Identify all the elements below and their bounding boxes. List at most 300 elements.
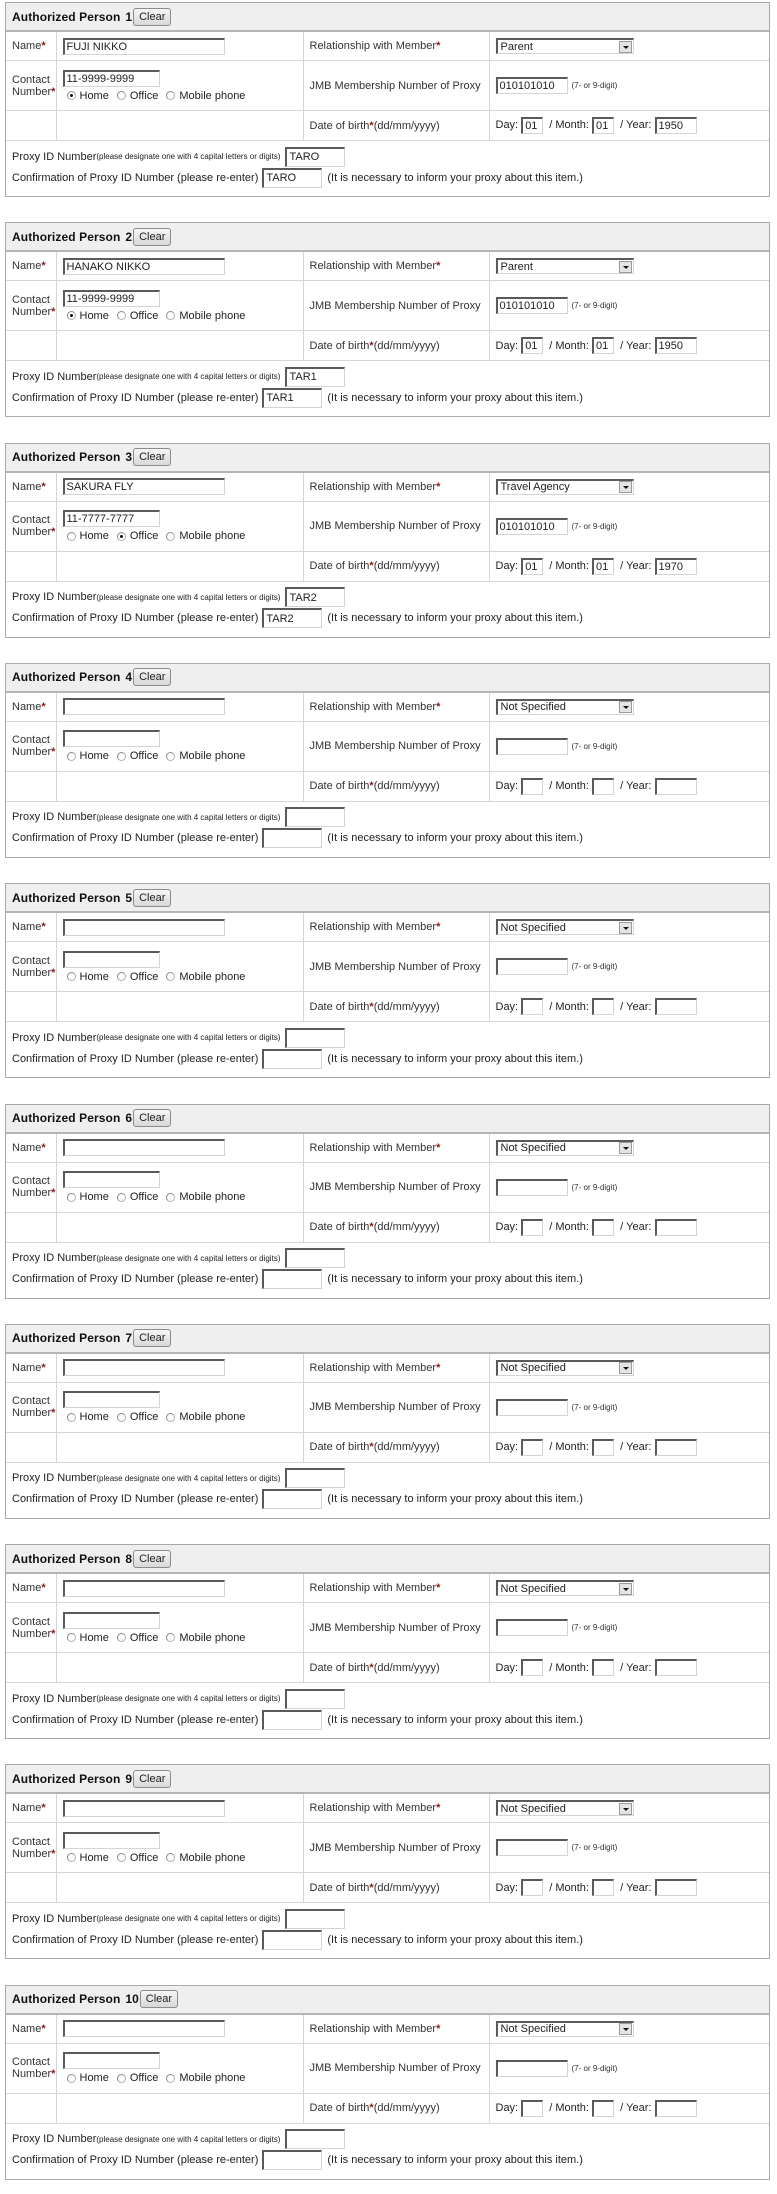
radio-office[interactable]: Office (117, 750, 159, 762)
year-input[interactable] (655, 1659, 697, 1676)
relationship-label: Relationship with Member* (303, 473, 489, 502)
radio-home[interactable]: Home (67, 750, 109, 762)
dob-fields (496, 119, 697, 131)
jmb-number-input[interactable] (496, 958, 568, 975)
proxy-id-label: Proxy ID Number (12, 1472, 97, 1485)
radio-button-icon[interactable] (117, 2074, 126, 2083)
radio-button-icon[interactable] (166, 752, 175, 761)
empty-cell (56, 2093, 303, 2123)
contact-number-input[interactable] (63, 951, 160, 968)
proxy-id-confirm-input[interactable] (262, 1710, 322, 1730)
proxy-id-confirm-label: Confirmation of Proxy ID Number (please re-enter) (12, 832, 259, 845)
day-input[interactable] (521, 337, 543, 354)
required-mark: * (51, 305, 56, 318)
month-input[interactable] (592, 778, 614, 795)
month-input[interactable] (592, 117, 614, 134)
required-mark: * (369, 1881, 374, 1894)
month-label: Month: (555, 1220, 589, 1233)
contact-number-input[interactable] (63, 1832, 160, 1849)
relationship-select[interactable] (496, 258, 634, 274)
radio-button-icon[interactable] (166, 311, 175, 320)
date-separator: / (549, 339, 553, 352)
proxy-id-note: (It is necessary to inform your proxy about this item.) (327, 1273, 583, 1285)
date-separator: / (620, 1661, 624, 1674)
contact-number-label: Contact Number* (6, 501, 56, 551)
radio-button-icon[interactable] (117, 1413, 126, 1422)
required-mark: * (41, 480, 46, 493)
jmb-number-input[interactable] (496, 1839, 568, 1856)
proxy-id-confirm-input[interactable] (262, 168, 322, 188)
year-input[interactable] (655, 1219, 697, 1236)
section-header (6, 1325, 769, 1354)
radio-home[interactable]: Home (67, 530, 109, 542)
year-input[interactable] (655, 337, 697, 354)
day-label: Day: (495, 560, 519, 572)
date-separator: / (620, 1220, 624, 1233)
jmb-hint: (7- or 9-digit) (571, 521, 618, 531)
year-input[interactable] (655, 558, 697, 575)
relationship-select[interactable] (496, 1800, 634, 1816)
dob-label: Date of birth*(dd/mm/yyyy) (303, 111, 489, 141)
year-input[interactable] (655, 1879, 697, 1896)
proxy-id-confirm-label: Confirmation of Proxy ID Number (please re-enter) (12, 1933, 259, 1946)
jmb-number-input[interactable] (496, 1399, 568, 1416)
proxy-id-confirm-input[interactable] (262, 1049, 322, 1069)
required-mark: * (436, 1141, 441, 1154)
jmb-hint: (7- or 9-digit) (571, 1402, 618, 1412)
month-label: Month: (555, 339, 589, 352)
day-input[interactable] (521, 117, 543, 134)
relationship-select[interactable] (496, 38, 634, 54)
person-form-grid (6, 32, 769, 141)
radio-button-icon[interactable] (166, 972, 175, 981)
chevron-down-icon[interactable] (619, 1362, 632, 1374)
section-header (6, 3, 769, 32)
jmb-number-input[interactable] (496, 77, 568, 94)
year-input[interactable] (655, 778, 697, 795)
month-label: Month: (555, 780, 589, 793)
radio-button-icon[interactable] (67, 1413, 76, 1422)
proxy-id-confirm-label: Confirmation of Proxy ID Number (please re-enter) (12, 1493, 259, 1506)
radio-button-icon[interactable] (67, 752, 76, 761)
radio-office[interactable]: Office (117, 530, 159, 542)
date-separator: / (549, 1881, 553, 1894)
required-mark: * (436, 480, 441, 493)
jmb-number-input[interactable] (496, 1179, 568, 1196)
jmb-hint: (7- or 9-digit) (571, 741, 618, 751)
authorized-person-section (5, 1764, 770, 1959)
day-input[interactable] (521, 1659, 543, 1676)
chevron-down-icon[interactable] (619, 1583, 632, 1595)
phone-type-radio-group (63, 2072, 297, 2084)
radio-button-icon[interactable] (166, 1853, 175, 1862)
section-number: 10 (125, 1992, 139, 2007)
radio-button-icon[interactable] (67, 1193, 76, 1202)
dob-label: Date of birth*(dd/mm/yyyy) (303, 1653, 489, 1683)
phone-type-radio-group (63, 1191, 297, 1203)
radio-button-icon[interactable] (166, 532, 175, 541)
required-mark: * (369, 339, 374, 352)
relationship-select[interactable] (496, 699, 634, 715)
relationship-label: Relationship with Member* (303, 252, 489, 281)
radio-button-icon[interactable] (166, 1633, 175, 1642)
radio-office[interactable]: Office (117, 971, 159, 983)
date-separator: / (620, 119, 624, 132)
jmb-label: JMB Membership Number of Proxy (303, 501, 489, 551)
authorized-person-section (5, 1324, 770, 1519)
required-mark: * (369, 1661, 374, 1674)
year-label: Year: (626, 1661, 652, 1674)
person-form-grid (6, 1794, 769, 1903)
chevron-down-icon[interactable] (619, 261, 632, 273)
month-input[interactable] (592, 337, 614, 354)
name-input[interactable] (63, 919, 225, 936)
relationship-select[interactable] (496, 1360, 634, 1376)
proxy-id-confirm-input[interactable] (262, 1930, 322, 1950)
radio-mobile-phone[interactable]: Mobile phone (166, 1632, 245, 1644)
contact-number-label: Contact Number* (6, 61, 56, 111)
day-label: Day: (495, 780, 519, 793)
month-input[interactable] (592, 998, 614, 1015)
chevron-down-icon[interactable] (619, 701, 632, 713)
proxy-id-confirm-input[interactable] (262, 608, 322, 628)
proxy-id-hint: (please designate one with 4 capital letters or digits) (96, 2134, 281, 2144)
month-label: Month: (555, 2102, 589, 2115)
proxy-id-input[interactable] (285, 1689, 345, 1709)
chevron-down-icon[interactable] (619, 41, 632, 53)
section-number: 6 (125, 1111, 133, 1125)
chevron-down-icon[interactable] (619, 1142, 632, 1154)
jmb-number-input[interactable] (496, 1619, 568, 1636)
radio-button-icon[interactable] (117, 1633, 126, 1642)
person-form-grid (6, 2015, 769, 2124)
radio-button-icon[interactable] (117, 1853, 126, 1862)
authorized-person-section (5, 1104, 770, 1299)
dob-fields (496, 2102, 697, 2114)
radio-button-icon[interactable] (117, 972, 126, 981)
jmb-label: JMB Membership Number of Proxy (303, 942, 489, 992)
phone-type-radio-group (63, 1852, 297, 1864)
person-form-grid (6, 1134, 769, 1243)
empty-cell (56, 992, 303, 1022)
proxy-id-input[interactable] (285, 1468, 345, 1488)
authorized-person-section (5, 443, 770, 638)
month-input[interactable] (592, 1219, 614, 1236)
required-mark: * (41, 1802, 46, 1815)
required-mark: * (436, 40, 441, 52)
required-mark: * (436, 1582, 441, 1595)
phone-type-radio-group (63, 1632, 297, 1644)
name-label: Name* (6, 1354, 56, 1383)
phone-type-radio-group (63, 971, 297, 983)
proxy-id-input[interactable] (285, 367, 345, 387)
section-number: 3 (125, 450, 133, 465)
section-title: Authorized Person (12, 670, 121, 685)
required-mark: * (369, 780, 374, 793)
radio-home[interactable]: Home (67, 1852, 109, 1864)
name-input[interactable] (63, 1800, 225, 1817)
empty-cell (56, 1212, 303, 1242)
empty-cell (56, 771, 303, 801)
radio-mobile-phone[interactable]: Mobile phone (166, 1191, 245, 1203)
proxy-id-note: (It is necessary to inform your proxy about this item.) (327, 832, 583, 845)
radio-mobile-phone[interactable]: Mobile phone (166, 1411, 245, 1423)
radio-button-icon[interactable] (117, 311, 126, 320)
name-input[interactable] (63, 1139, 225, 1156)
contact-number-input[interactable] (63, 730, 160, 747)
proxy-id-hint: (please designate one with 4 capital letters or digits) (96, 152, 281, 161)
jmb-label: JMB Membership Number of Proxy (303, 281, 489, 331)
radio-button-icon[interactable] (67, 1633, 76, 1642)
person-form-grid (6, 1574, 769, 1683)
proxy-id-confirm-label: Confirmation of Proxy ID Number (please re-enter) (12, 1713, 259, 1726)
contact-number-input[interactable] (63, 1391, 160, 1408)
date-separator: / (549, 2102, 553, 2115)
dob-label: Date of birth*(dd/mm/yyyy) (303, 1432, 489, 1462)
year-input[interactable] (655, 1439, 697, 1456)
clear-button[interactable]: Clear (133, 668, 171, 686)
proxy-id-confirm-label: Confirmation of Proxy ID Number (please re-enter) (12, 2154, 259, 2167)
date-separator: / (620, 339, 624, 352)
proxy-id-confirm-input[interactable] (262, 1489, 322, 1509)
proxy-id-confirm-input[interactable] (262, 2150, 322, 2170)
radio-office[interactable]: Office (117, 2072, 159, 2084)
proxy-id-hint: (please designate one with 4 capital letters or digits) (96, 812, 281, 822)
proxy-id-confirm-input[interactable] (262, 828, 322, 848)
proxy-id-input[interactable] (285, 1028, 345, 1048)
proxy-id-hint: (please designate one with 4 capital letters or digits) (96, 1253, 281, 1263)
jmb-number-input[interactable] (496, 297, 568, 314)
radio-button-icon[interactable] (166, 91, 175, 100)
radio-button-icon[interactable] (67, 2074, 76, 2083)
required-mark: * (51, 1187, 56, 1199)
jmb-label: JMB Membership Number of Proxy (303, 61, 489, 111)
jmb-number-input[interactable] (496, 518, 568, 535)
contact-number-input[interactable] (63, 2052, 160, 2069)
required-mark: * (436, 1802, 441, 1815)
jmb-label: JMB Membership Number of Proxy (303, 2043, 489, 2093)
relationship-selected-value: Not Specified (500, 1142, 566, 1154)
proxy-id-input[interactable] (285, 2129, 345, 2149)
relationship-selected-value: Not Specified (500, 1802, 566, 1815)
contact-number-label: Contact Number* (6, 1382, 56, 1432)
relationship-select[interactable] (496, 479, 634, 495)
section-header (6, 664, 769, 693)
radio-home[interactable]: Home (67, 1632, 109, 1644)
jmb-number-input[interactable] (496, 738, 568, 755)
required-mark: * (436, 921, 441, 934)
radio-mobile-phone[interactable]: Mobile phone (166, 2072, 245, 2084)
jmb-number-input[interactable] (496, 2060, 568, 2077)
section-number: 5 (125, 890, 133, 905)
chevron-down-icon[interactable] (619, 2023, 632, 2035)
name-input[interactable] (63, 698, 225, 715)
radio-button-icon[interactable] (117, 1193, 126, 1202)
radio-office[interactable]: Office (117, 1191, 159, 1203)
proxy-id-input[interactable] (285, 1248, 345, 1268)
clear-button[interactable]: Clear (133, 1329, 171, 1347)
date-separator: / (620, 780, 624, 793)
proxy-id-area (6, 361, 769, 408)
required-mark: * (51, 2068, 56, 2081)
relationship-selected-value: Not Specified (500, 701, 566, 714)
proxy-id-area (6, 141, 769, 188)
radio-mobile-phone[interactable]: Mobile phone (166, 310, 245, 322)
radio-mobile-phone[interactable]: Mobile phone (166, 530, 245, 542)
relationship-select[interactable] (496, 919, 634, 935)
radio-button-icon[interactable] (117, 91, 126, 100)
proxy-id-area (6, 802, 769, 849)
contact-number-input[interactable] (63, 70, 160, 87)
relationship-selected-value: Not Specified (500, 2023, 566, 2036)
radio-mobile-phone[interactable]: Mobile phone (166, 971, 245, 983)
contact-number-input[interactable] (63, 1171, 160, 1188)
day-input[interactable] (521, 1219, 543, 1236)
date-separator: / (620, 560, 624, 572)
relationship-select[interactable] (496, 2021, 634, 2037)
clear-button[interactable]: Clear (133, 1770, 171, 1788)
chevron-down-icon[interactable] (619, 1803, 632, 1815)
jmb-label: JMB Membership Number of Proxy (303, 1823, 489, 1873)
empty-cell (6, 1653, 56, 1683)
year-label: Year: (626, 2102, 652, 2115)
clear-button[interactable]: Clear (133, 1550, 171, 1568)
day-input[interactable] (521, 2100, 543, 2117)
radio-button-icon[interactable] (117, 752, 126, 761)
chevron-down-icon[interactable] (619, 922, 632, 934)
name-input[interactable] (63, 2020, 225, 2037)
month-input[interactable] (592, 1879, 614, 1896)
radio-home[interactable]: Home (67, 90, 109, 102)
radio-mobile-phone[interactable]: Mobile phone (166, 90, 245, 102)
person-form-grid (6, 693, 769, 802)
year-input[interactable] (655, 2100, 697, 2117)
empty-cell (6, 111, 56, 141)
proxy-id-note: (It is necessary to inform your proxy about this item.) (327, 171, 583, 184)
radio-office[interactable]: Office (117, 1411, 159, 1423)
radio-button-icon[interactable] (67, 532, 76, 541)
required-mark: * (436, 1361, 441, 1374)
proxy-id-hint: (please designate one with 4 capital letters or digits) (96, 1473, 281, 1483)
day-input[interactable] (521, 778, 543, 795)
required-mark: * (369, 1441, 374, 1454)
month-input[interactable] (592, 1439, 614, 1456)
dob-fields (496, 1441, 697, 1453)
name-input[interactable] (63, 38, 225, 55)
name-input[interactable] (63, 258, 225, 275)
name-input[interactable] (63, 1580, 225, 1597)
chevron-down-icon[interactable] (619, 481, 632, 493)
clear-button[interactable]: Clear (133, 8, 171, 26)
year-label: Year: (626, 339, 652, 352)
radio-mobile-phone[interactable]: Mobile phone (166, 750, 245, 762)
clear-button[interactable]: Clear (133, 889, 171, 907)
year-label: Year: (626, 1220, 652, 1233)
proxy-id-input[interactable] (285, 807, 345, 827)
radio-button-icon[interactable] (67, 972, 76, 981)
jmb-hint: (7- or 9-digit) (571, 1182, 618, 1192)
required-mark: * (369, 1221, 374, 1233)
clear-button[interactable]: Clear (133, 448, 171, 466)
day-input[interactable] (521, 1879, 543, 1896)
relationship-selected-value: Parent (500, 260, 533, 273)
radio-mobile-phone[interactable]: Mobile phone (166, 1852, 245, 1864)
radio-home[interactable]: Home (67, 971, 109, 983)
radio-button-icon[interactable] (166, 2074, 175, 2083)
authorized-person-section (5, 883, 770, 1078)
dob-fields (496, 1662, 697, 1674)
clear-button[interactable]: Clear (133, 228, 171, 246)
year-input[interactable] (655, 998, 697, 1015)
proxy-id-area (6, 1903, 769, 1950)
proxy-id-confirm-input[interactable] (262, 388, 322, 408)
proxy-id-input[interactable] (285, 587, 345, 607)
radio-office[interactable]: Office (117, 1632, 159, 1644)
name-label: Name* (6, 32, 56, 61)
proxy-id-area (6, 1683, 769, 1730)
required-mark: * (41, 2022, 46, 2035)
radio-button-icon[interactable] (67, 91, 76, 100)
radio-office[interactable]: Office (117, 90, 159, 102)
clear-button[interactable]: Clear (140, 1990, 178, 2008)
day-input[interactable] (521, 558, 543, 575)
month-input[interactable] (592, 2100, 614, 2117)
contact-number-input[interactable] (63, 290, 160, 307)
proxy-id-confirm-input[interactable] (262, 1269, 322, 1289)
person-form-grid (6, 473, 769, 582)
required-mark: * (51, 526, 56, 539)
radio-button-icon[interactable] (117, 532, 126, 541)
day-input[interactable] (521, 1439, 543, 1456)
dob-label: Date of birth*(dd/mm/yyyy) (303, 2093, 489, 2123)
radio-home[interactable]: Home (67, 2072, 109, 2084)
section-title: Authorized Person (12, 1771, 121, 1786)
proxy-id-hint: (please designate one with 4 capital letters or digits) (96, 1033, 281, 1043)
dob-fields (496, 1221, 697, 1233)
radio-button-icon[interactable] (166, 1413, 175, 1422)
month-input[interactable] (592, 1659, 614, 1676)
relationship-selected-value: Not Specified (500, 921, 566, 934)
proxy-id-hint: (please designate one with 4 capital letters or digits) (96, 372, 281, 382)
radio-button-icon[interactable] (67, 1853, 76, 1862)
radio-home[interactable]: Home (67, 1191, 109, 1203)
radio-button-icon[interactable] (166, 1193, 175, 1202)
name-input[interactable] (63, 1359, 225, 1376)
proxy-id-input[interactable] (285, 147, 345, 167)
proxy-id-confirm-label: Confirmation of Proxy ID Number (please re-enter) (12, 1273, 259, 1285)
phone-type-radio-group (63, 750, 297, 762)
radio-home[interactable]: Home (67, 1411, 109, 1423)
dob-label: Date of birth*(dd/mm/yyyy) (303, 1873, 489, 1903)
relationship-select[interactable] (496, 1580, 634, 1596)
contact-number-input[interactable] (63, 510, 160, 527)
empty-cell (56, 1432, 303, 1462)
radio-home[interactable]: Home (67, 310, 109, 322)
month-input[interactable] (592, 558, 614, 575)
contact-number-input[interactable] (63, 1612, 160, 1629)
section-title: Authorized Person (12, 1331, 121, 1346)
radio-office[interactable]: Office (117, 1852, 159, 1864)
proxy-id-input[interactable] (285, 1909, 345, 1929)
relationship-select[interactable] (496, 1140, 634, 1156)
radio-button-icon[interactable] (67, 311, 76, 320)
day-input[interactable] (521, 998, 543, 1015)
relationship-label: Relationship with Member* (303, 1134, 489, 1163)
radio-office[interactable]: Office (117, 310, 159, 322)
name-input[interactable] (63, 478, 225, 495)
year-input[interactable] (655, 117, 697, 134)
clear-button[interactable]: Clear (133, 1109, 171, 1127)
